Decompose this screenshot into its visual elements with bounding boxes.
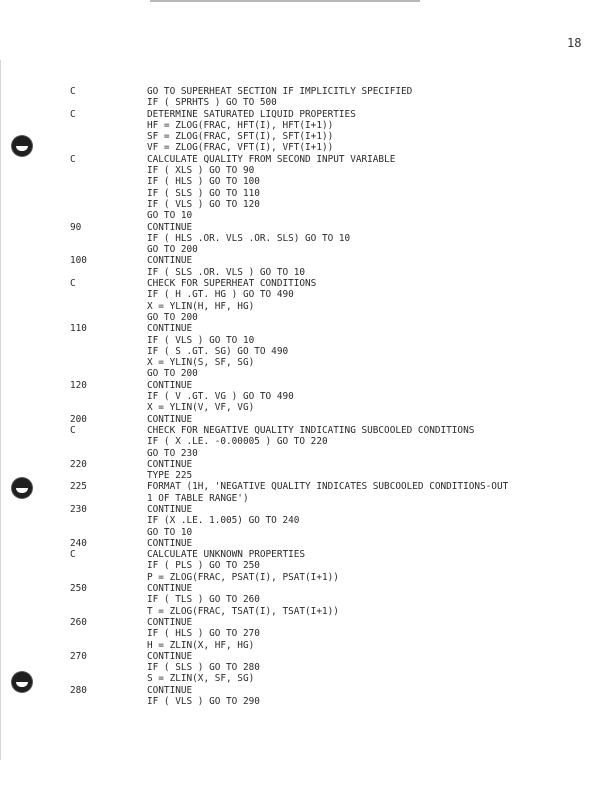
statement-label — [70, 335, 147, 346]
statement-label: 270 — [70, 650, 87, 662]
code-line — [70, 142, 600, 153]
statement-text: GO TO 230 — [147, 447, 198, 459]
code-line — [70, 493, 600, 504]
statement-label — [70, 312, 147, 323]
statement-text: IF (X .LE. 1.005) GO TO 240 — [147, 515, 300, 527]
statement-label: C — [70, 108, 76, 120]
statement-label — [70, 165, 147, 176]
statement-text: CHECK FOR SUPERHEAT CONDITIONS — [147, 278, 317, 290]
statement-label — [70, 436, 147, 447]
statement-text: IF ( SLS ) GO TO 110 — [147, 187, 260, 199]
statement-text: IF ( H .GT. HG ) GO TO 490 — [147, 289, 294, 301]
statement-label — [70, 628, 147, 639]
statement-label — [70, 402, 147, 413]
code-line — [70, 176, 600, 187]
code-line — [70, 617, 600, 628]
statement-label — [70, 176, 147, 187]
statement-label: 200 — [70, 413, 87, 425]
statement-text: IF ( SLS ) GO TO 280 — [147, 662, 260, 674]
statement-text: CONTINUE — [147, 684, 193, 696]
code-line — [70, 222, 600, 233]
statement-text: IF ( V .GT. VG ) GO TO 490 — [147, 391, 294, 403]
code-line — [70, 504, 600, 515]
statement-text: IF ( SPRHTS ) GO TO 500 — [147, 97, 277, 109]
statement-label: 90 — [70, 221, 82, 233]
code-line — [70, 97, 600, 108]
statement-text: T = ZLOG(FRAC, TSAT(I), TSAT(I+1)) — [147, 605, 339, 617]
statement-label — [70, 662, 147, 673]
statement-label — [70, 289, 147, 300]
statement-text: IF ( XLS ) GO TO 90 — [147, 165, 255, 177]
code-line — [70, 255, 600, 266]
statement-label — [70, 515, 147, 526]
statement-label: C — [70, 278, 76, 290]
statement-label — [70, 199, 147, 210]
code-line — [70, 109, 600, 120]
statement-text: CONTINUE — [147, 255, 193, 267]
statement-text: CONTINUE — [147, 503, 193, 515]
statement-label — [70, 97, 147, 108]
code-line — [70, 515, 600, 526]
scan-left-edge — [0, 60, 1, 760]
statement-label — [70, 594, 147, 605]
statement-text: GO TO SUPERHEAT SECTION IF IMPLICITLY SPECIFIED — [147, 86, 413, 97]
code-line — [70, 131, 600, 142]
statement-label — [70, 448, 147, 459]
code-line — [70, 538, 600, 549]
statement-text: CONTINUE — [147, 650, 193, 662]
statement-text: CONTINUE — [147, 458, 193, 470]
code-line — [70, 154, 600, 165]
statement-text: 1 OF TABLE RANGE') — [147, 492, 249, 504]
statement-text: IF ( HLS ) GO TO 100 — [147, 176, 260, 188]
code-line — [70, 86, 600, 97]
code-line — [70, 436, 600, 447]
statement-label: 260 — [70, 616, 87, 628]
code-line — [70, 312, 600, 323]
code-line — [70, 402, 600, 413]
statement-text: CONTINUE — [147, 583, 193, 595]
code-line — [70, 188, 600, 199]
code-line — [70, 289, 600, 300]
statement-label — [70, 346, 147, 357]
statement-label — [70, 357, 147, 368]
code-line — [70, 391, 600, 402]
statement-text: S = ZLIN(X, SF, SG) — [147, 673, 255, 685]
code-line — [70, 357, 600, 368]
statement-text: IF ( VLS ) GO TO 290 — [147, 696, 260, 708]
code-line — [70, 323, 600, 334]
statement-label — [70, 120, 147, 131]
page-number: 18 — [567, 36, 582, 50]
code-line — [70, 594, 600, 605]
statement-text: GO TO 10 — [147, 210, 193, 222]
statement-text: IF ( HLS ) GO TO 270 — [147, 628, 260, 640]
statement-label: 250 — [70, 583, 87, 595]
statement-label — [70, 188, 147, 199]
statement-text: CALCULATE UNKNOWN PROPERTIES — [147, 549, 306, 561]
code-line — [70, 244, 600, 255]
statement-text: P = ZLOG(FRAC, PSAT(I), PSAT(I+1)) — [147, 571, 339, 583]
statement-text: GO TO 200 — [147, 244, 198, 256]
statement-text: CONTINUE — [147, 616, 193, 628]
statement-text: TYPE 225 — [147, 470, 193, 482]
fortran-listing — [70, 86, 600, 707]
statement-label — [70, 470, 147, 481]
statement-text: VF = ZLOG(FRAC, VFT(I), VFT(I+1)) — [147, 142, 334, 154]
statement-label — [70, 233, 147, 244]
statement-label: 280 — [70, 684, 87, 696]
statement-label — [70, 572, 147, 583]
statement-text: GO TO 10 — [147, 526, 193, 538]
statement-text: IF ( X .LE. -0.00005 ) GO TO 220 — [147, 436, 328, 448]
code-line — [70, 606, 600, 617]
statement-text: IF ( PLS ) GO TO 250 — [147, 560, 260, 572]
code-line — [70, 696, 600, 707]
code-line — [70, 278, 600, 289]
statement-label — [70, 131, 147, 142]
statement-label: 110 — [70, 323, 87, 335]
binder-hole-icon — [12, 672, 32, 692]
statement-label: C — [70, 424, 76, 436]
code-line — [70, 425, 600, 436]
code-line — [70, 346, 600, 357]
statement-label: C — [70, 153, 76, 165]
statement-text: IF ( VLS ) GO TO 120 — [147, 198, 260, 210]
code-line — [70, 368, 600, 379]
code-line — [70, 572, 600, 583]
code-line — [70, 301, 600, 312]
code-line — [70, 685, 600, 696]
statement-text: IF ( S .GT. SG) GO TO 490 — [147, 345, 289, 357]
code-line — [70, 199, 600, 210]
statement-label — [70, 606, 147, 617]
statement-text: IF ( VLS ) GO TO 10 — [147, 334, 255, 346]
statement-text: HF = ZLOG(FRAC, HFT(I), HFT(I+1)) — [147, 119, 334, 131]
code-line — [70, 414, 600, 425]
statement-label — [70, 527, 147, 538]
code-line — [70, 233, 600, 244]
statement-text: CHECK FOR NEGATIVE QUALITY INDICATING SUBCOOLED CONDITIONS — [147, 424, 475, 436]
binder-hole-icon — [12, 478, 32, 498]
statement-label: 120 — [70, 379, 87, 391]
code-line — [70, 583, 600, 594]
statement-label — [70, 142, 147, 153]
scan-top-edge — [150, 0, 420, 8]
code-line — [70, 120, 600, 131]
statement-label — [70, 493, 147, 504]
statement-label — [70, 560, 147, 571]
statement-label: 220 — [70, 458, 87, 470]
code-line — [70, 549, 600, 560]
binder-hole-icon — [12, 136, 32, 156]
code-line — [70, 165, 600, 176]
code-line — [70, 640, 600, 651]
code-line — [70, 481, 600, 492]
statement-text: FORMAT (1H, 'NEGATIVE QUALITY INDICATES SUBCOOLED CONDITIONS-OUT — [147, 481, 509, 493]
statement-label: C — [70, 549, 76, 561]
statement-text: H = ZLIN(X, HF, HG) — [147, 639, 255, 651]
statement-text: CONTINUE — [147, 379, 193, 391]
statement-text: CALCULATE QUALITY FROM SECOND INPUT VARIABLE — [147, 153, 396, 165]
statement-label — [70, 368, 147, 379]
statement-label: C — [70, 86, 76, 97]
statement-label: 225 — [70, 481, 87, 493]
code-line — [70, 651, 600, 662]
statement-label — [70, 640, 147, 651]
statement-label — [70, 267, 147, 278]
statement-text: DETERMINE SATURATED LIQUID PROPERTIES — [147, 108, 356, 120]
statement-text: SF = ZLOG(FRAC, SFT(I), SFT(I+1)) — [147, 131, 334, 143]
code-line — [70, 527, 600, 538]
statement-text: GO TO 200 — [147, 368, 198, 380]
statement-label — [70, 673, 147, 684]
statement-text: CONTINUE — [147, 221, 193, 233]
statement-text: GO TO 200 — [147, 311, 198, 323]
code-line — [70, 470, 600, 481]
code-line — [70, 628, 600, 639]
statement-text: IF ( TLS ) GO TO 260 — [147, 594, 260, 606]
code-line — [70, 267, 600, 278]
statement-label — [70, 301, 147, 312]
code-line — [70, 673, 600, 684]
statement-text: IF ( HLS .OR. VLS .OR. SLS) GO TO 10 — [147, 232, 351, 244]
statement-text: X = YLIN(V, VF, VG) — [147, 402, 255, 414]
code-line — [70, 459, 600, 470]
statement-text: IF ( SLS .OR. VLS ) GO TO 10 — [147, 266, 306, 278]
statement-label: 240 — [70, 537, 87, 549]
statement-label: 100 — [70, 255, 87, 267]
code-line — [70, 448, 600, 459]
statement-label — [70, 391, 147, 402]
code-line — [70, 210, 600, 221]
statement-label: 230 — [70, 503, 87, 515]
statement-text: CONTINUE — [147, 323, 193, 335]
statement-text: X = YLIN(S, SF, SG) — [147, 357, 255, 369]
statement-label — [70, 210, 147, 221]
code-line — [70, 380, 600, 391]
statement-text: X = YLIN(H, HF, HG) — [147, 300, 255, 312]
statement-text: CONTINUE — [147, 537, 193, 549]
code-line — [70, 335, 600, 346]
statement-text: CONTINUE — [147, 413, 193, 425]
code-line — [70, 662, 600, 673]
statement-label — [70, 696, 147, 707]
code-line — [70, 560, 600, 571]
statement-label — [70, 244, 147, 255]
